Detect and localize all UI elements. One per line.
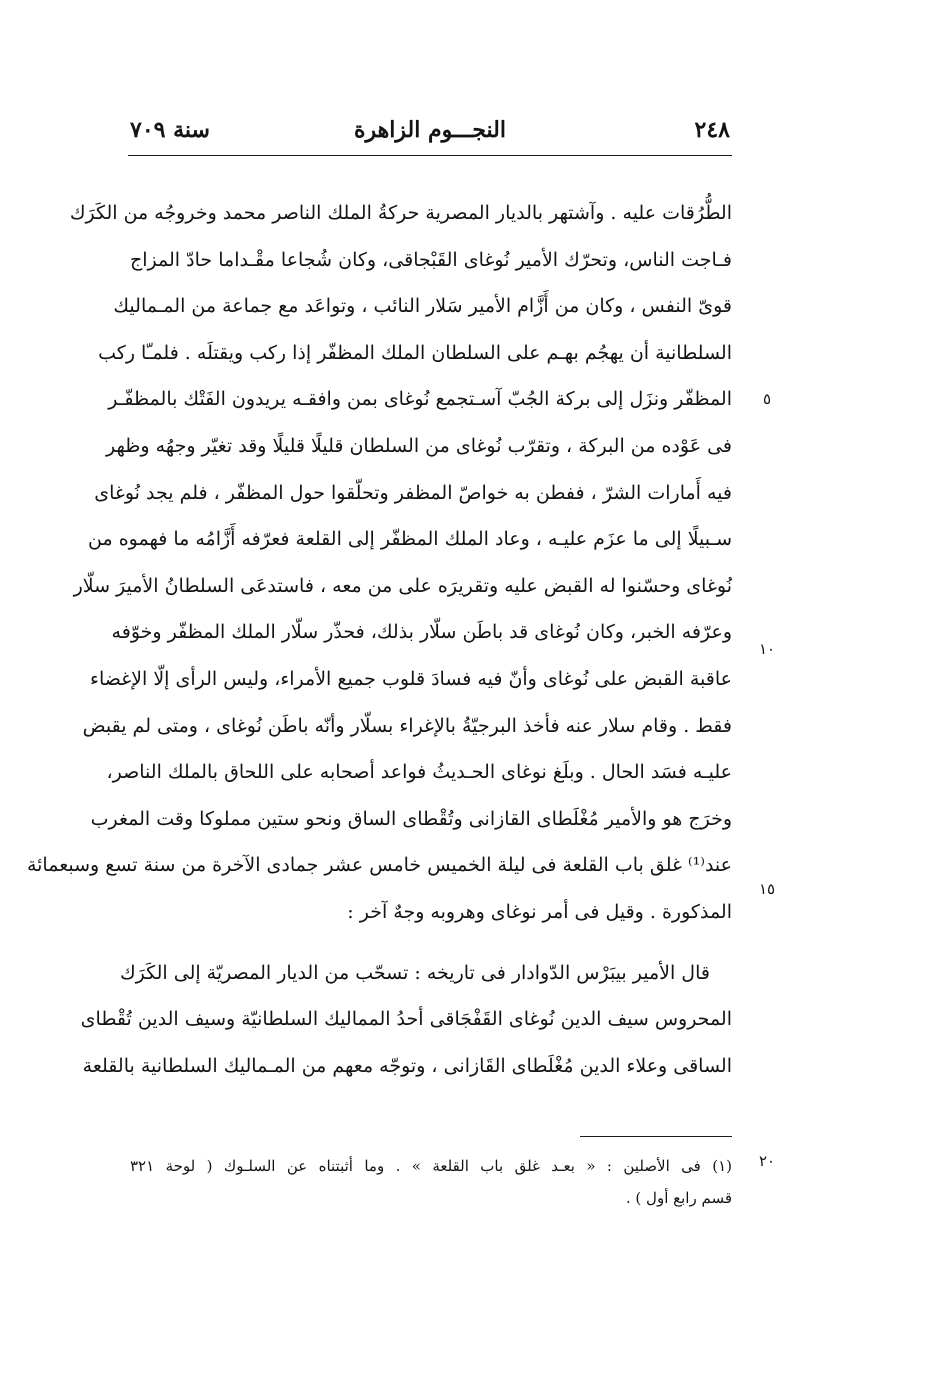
text-line: السلطانية أن يهجُم بهـم على السلطان الملك المظفّر إذا ركب ويقتلَه . فلمـّا ركب bbox=[98, 341, 732, 364]
text-line: عاقبة القبض على نُوغاى وأنّ فيه فسادَ قلوب جميع الأمراء، وليس الرأى إلّا الإغضاء bbox=[90, 667, 732, 690]
text-line: وخرَج هو والأمير مُغْلَطاى القازانى وتُقْطاى الساق ونحو ستين مملوكا وقت المغرب bbox=[90, 807, 732, 830]
line-number: ٢٠ bbox=[758, 1152, 776, 1170]
page-header bbox=[130, 112, 730, 148]
text-line: الطُّرُقات عليه . وآشتهر بالديار المصرية حركةُ الملك الناصر محمد وخروجُه من الكَرَك bbox=[69, 202, 732, 224]
header-rule bbox=[128, 155, 732, 156]
text-line: سـبيلًا إلى ما عزَم عليـه ، وعاد الملك المظفّر إلى القلعة فعرّفه أَزَّامُه ما فهموه من bbox=[88, 528, 732, 551]
text-line: فى عَوْده من البركة ، وتقرّب نُوغاى من السلطان قليلًا قليلًا وقد تغيّر وجهُه وظهر bbox=[106, 434, 732, 457]
text-line: نُوغاى وحسّنوا له القبض عليه وتقريرَه على من معه ، فاستدعَى السلطانُ الأميرَ سلّار bbox=[73, 574, 732, 597]
text-line: فقط . وقام سلار عنه فأخذ البرجيّةُ بالإغراء بسلّار وأنّه باطَن نُوغاى ، ومتى لم يقبض bbox=[82, 714, 732, 737]
text-line: فيه أَمارات الشرّ ، ففطن به خواصّ المظفر وتحلّقوا حول المظفّر ، فلم يجد نُوغاى bbox=[94, 481, 732, 504]
footnotes bbox=[130, 1150, 732, 1214]
text-line: قوىّ النفس ، وكان من أَزَّام الأمير سَلار النائب ، وتواعَد مع جماعة من المـماليك bbox=[113, 295, 732, 318]
text-line: فـاجت الناس، وتحرّك الأمير نُوغاى القَبْجاقى، وكان شُجاعا مقْـداما حادّ المزاج bbox=[130, 248, 732, 271]
line-number: ٥ bbox=[762, 390, 772, 408]
text-line: عليـه فسَد الحال . وبلَغ نوغاى الحـديثُ فواعد أصحابه على اللحاق بالملك الناصر، bbox=[106, 761, 732, 784]
main-text bbox=[26, 190, 732, 1089]
page-number: ٢٤٨ bbox=[694, 117, 730, 143]
text-line: المذكورة . وقيل فى أمر نوغاى وهروبه وجهٌ آخر : bbox=[347, 900, 732, 923]
text-line: قال الأمير بيبَرْس الدّوادار فى تاريخه : تسحّب من الديار المصريّة إلى الكَرَك bbox=[119, 961, 710, 984]
text-line: المظفّر ونزَل إلى بركة الجُبّ آسـتجمع نُوغاى بمن وافقـه يريدون الفَتْك بالمظفّـر bbox=[108, 388, 732, 411]
footnote-rule bbox=[580, 1136, 732, 1137]
text-line: المحروس سيف الدين نُوغاى القَفْجَاقى أحدُ المماليك السلطانيّة وسيف الدين تُقْطاى bbox=[80, 1008, 732, 1031]
year-label: سنة ٧٠٩ bbox=[130, 117, 210, 143]
running-title: النجـــوم الزاهرة bbox=[354, 117, 506, 143]
text-line: عند⁽¹⁾ غلق باب القلعة فى ليلة الخميس خامس عشر جمادى الآخرة من سنة تسع وسبعمائة bbox=[26, 854, 732, 877]
text-line: الساقى وعلاء الدين مُغْلَطاى القَازانى ، وتوجّه معهم من المـماليك السلطانية بالقلعة bbox=[82, 1054, 732, 1077]
line-number: ١٠ bbox=[758, 640, 776, 658]
footnote-line: قسم رابع أول ) . bbox=[625, 1189, 732, 1207]
text-line: وعرّفه الخبر، وكان نُوغاى قد باطَن سلّار بذلك، فحذّر سلّار الملك المظفّر وخوّفه bbox=[111, 621, 732, 644]
line-number: ١٥ bbox=[758, 880, 776, 898]
footnote-line: (١) فى الأصلين : « بعـد غلق باب القلعة » . وما أثبتناه عن السلـوك ( لوحة ٣٢١ bbox=[130, 1157, 732, 1175]
